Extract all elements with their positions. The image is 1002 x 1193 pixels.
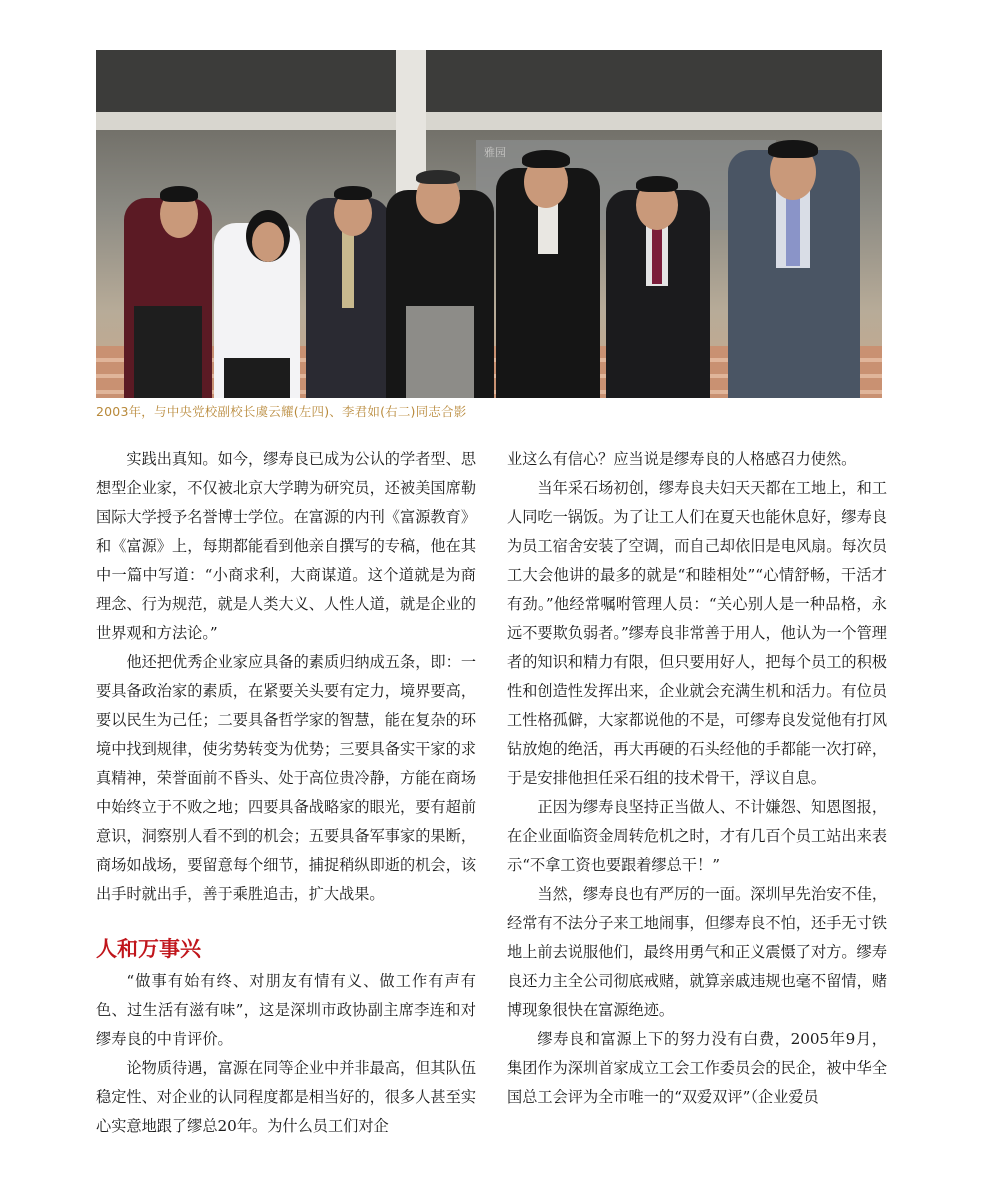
person-4-hair: [416, 170, 460, 184]
group-photo: [96, 50, 882, 398]
left-column: [96, 445, 476, 1141]
person-7-hair: [768, 140, 818, 158]
person-1-hair: [160, 186, 198, 202]
paragraph: “做事有始有终、对朋友有情有义、做工作有声有色、过生活有滋有味”，这是深圳市政协副主席李连和对缪寿良的中肯评价。: [96, 972, 476, 1048]
section-heading: 人和万事兴: [96, 937, 201, 961]
photo-caption: 2003年，与中央党校副校长虞云耀(左四)、李君如(右二)同志合影: [96, 404, 467, 419]
paragraph: 论物质待遇，富源在同等企业中并非最高，但其队伍稳定性、对企业的认同程度都是相当好的，很多人甚至实心实意地跟了缪总20年。为什么员工们对企: [96, 1059, 476, 1135]
paragraph: 正因为缪寿良坚持正当做人、不计嫌怨、知恩图报，在企业面临资金周转危机之时，才有几百个员工站出来表示“不拿工资也要跟着缪总干！”: [507, 798, 887, 874]
person-6-hair: [636, 176, 678, 192]
person-3-hair: [334, 186, 372, 200]
photo-sign-text: 雅园: [484, 146, 506, 159]
person-2-head: [252, 222, 284, 262]
paragraph-continuation: 业这么有信心？应当说是缪寿良的人格感召力使然。: [507, 450, 857, 468]
person-5-hair: [522, 150, 570, 168]
paragraph: 他还把优秀企业家应具备的素质归纳成五条，即：一要具备政治家的素质，在紧要关头要有定力，境界要高，要以民生为己任；二要具备哲学家的智慧，能在复杂的环境中找到规律，使劣势转变为优势；三要具备实干家的求真精神，荣誉面前不昏头、处于高位贵冷静，方能在商场中始终立于不败之地；四要具备战略家的眼光，要有超前意识，洞察别人看不到的机会；五要具备军事家的果断，商场如战场，要留意每个细节，捕捉稍纵即逝的机会，该出手时就出手，善于乘胜追击，扩大战果。: [96, 653, 476, 903]
right-column: [507, 445, 887, 1112]
paragraph: 当年采石场初创，缪寿良夫妇天天都在工地上，和工人同吃一锅饭。为了让工人们在夏天也能休息好，缪寿良为员工宿舍安装了空调，而自己却依旧是电风扇。每次员工大会他讲的最多的就是“和睦相处”“心情舒畅，干活才有劲。”他经常嘱咐管理人员：“关心别人是一种品格，永远不要欺负弱者。”缪寿良非常善于用人，他认为一个管理者的知识和精力有限，但只要用好人，把每个员工的积极性和创造性发挥出来，企业就会充满生机和活力。有位员工性格孤僻，大家都说他的不是，可缪寿良发觉他有打风钻放炮的绝活，再大再硬的石头经他的手都能一次打碎，于是安排他担任采石组的技术骨干，浮议自息。: [507, 479, 887, 787]
paragraph: 缪寿良和富源上下的努力没有白费，2005年9月，集团作为深圳首家成立工会工作委员会的民企，被中华全国总工会评为全市唯一的“双爱双评”（企业爱员: [507, 1030, 887, 1106]
paragraph: 当然，缪寿良也有严厉的一面。深圳早先治安不佳，经常有不法分子来工地闹事，但缪寿良不怕，还手无寸铁地上前去说服他们，最终用勇气和正义震慑了对方。缪寿良还力主全公司彻底戒赌，就算亲戚违规也毫不留情，赌博现象很快在富源绝迹。: [507, 885, 887, 1019]
photo-ceiling: [96, 50, 882, 112]
paragraph: 实践出真知。如今，缪寿良已成为公认的学者型、思想型企业家，不仅被北京大学聘为研究员，还被美国席勒国际大学授予名誉博士学位。在富源的内刊《富源教育》和《富源》上，每期都能看到他亲自撰写的专稿，他在其中一篇中写道：“小商求利，大商谋道。这个道就是为商理念、行为规范，就是人类大义、人性人道，就是企业的世界观和方法论。”: [96, 450, 476, 642]
photo-beam: [96, 112, 882, 130]
